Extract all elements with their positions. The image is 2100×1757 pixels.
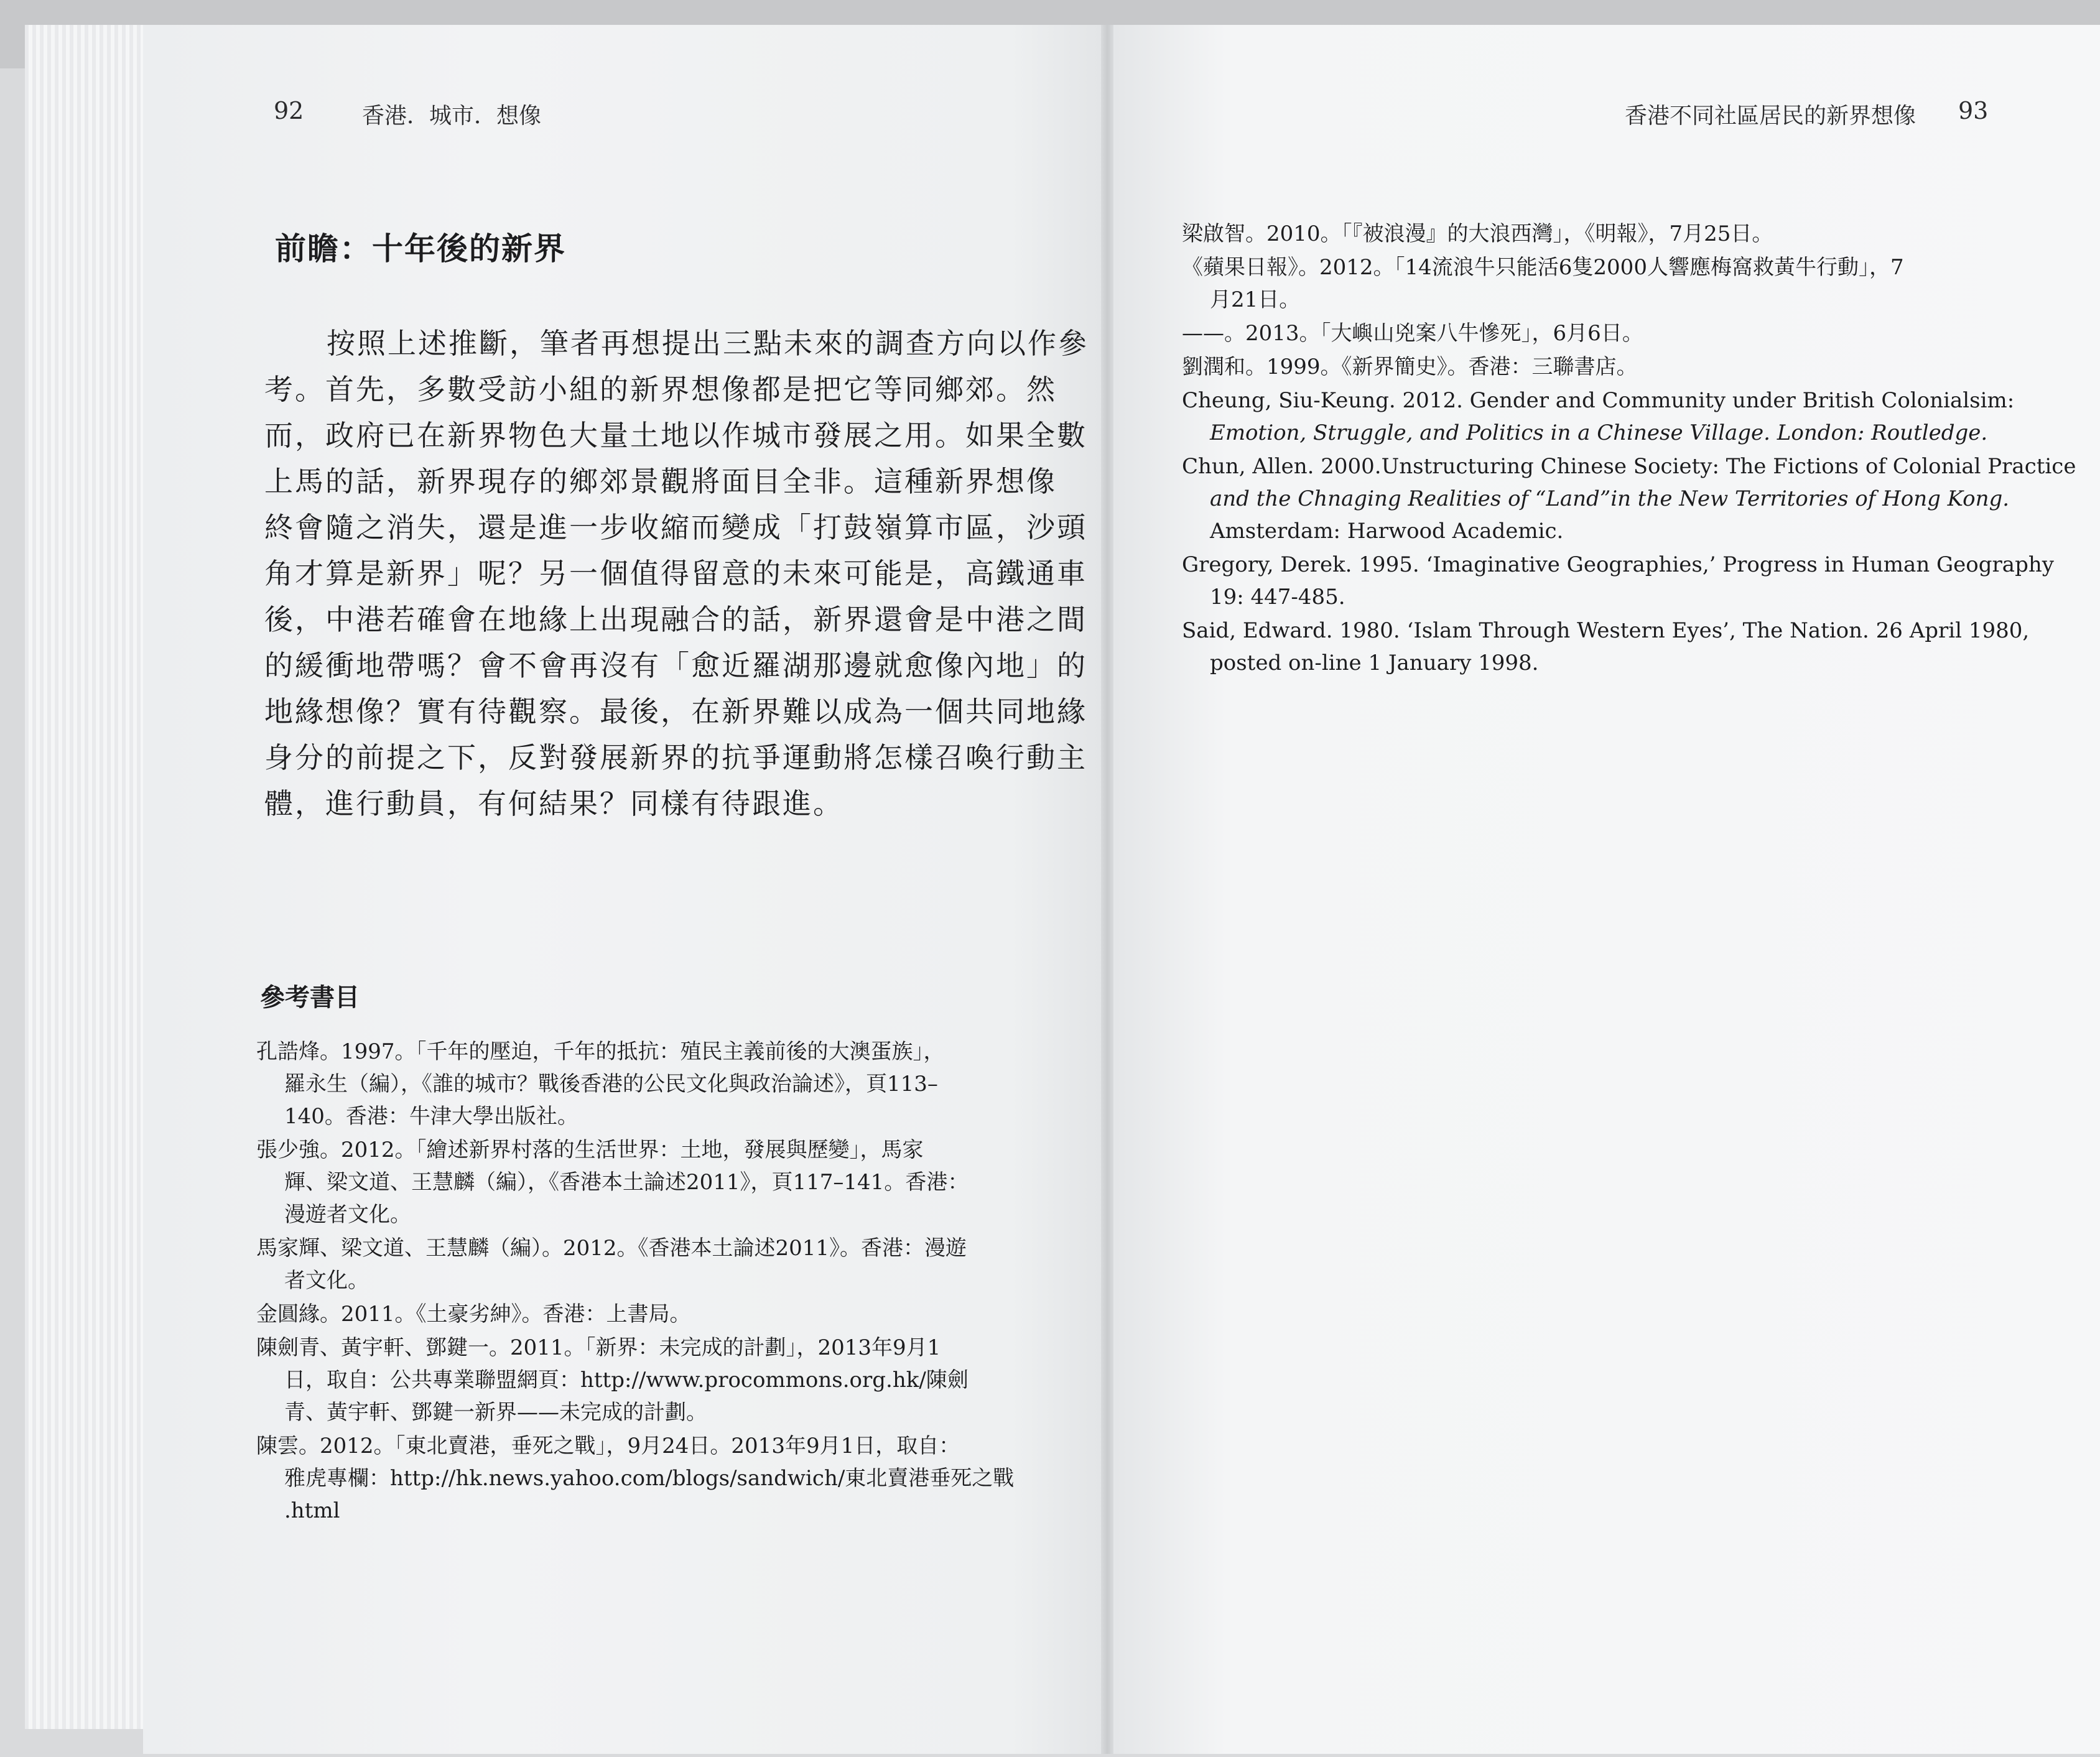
- right-running-head: 香港不同社區居民的新界想像: [1625, 103, 1916, 129]
- reference-entry: [256, 1232, 1065, 1297]
- reference-line: 羅永生（編），《誰的城市？戰後香港的公民文化與政治論述》，頁113–: [284, 1072, 938, 1096]
- reference-line: 金圓緣。2011。《土豪劣紳》。香港：上書局。: [256, 1302, 691, 1327]
- left-references-list: [256, 1036, 1065, 1528]
- reference-entry: [256, 1332, 1065, 1429]
- reference-line: posted on-line 1 January 1998.: [1210, 651, 1539, 675]
- body-line: 終會隨之消失，還是進一步收縮而變成「打鼓嶺算市區，沙頭: [264, 511, 1087, 544]
- body-line: 後，中港若確會在地緣上出現融合的話，新界還會是中港之間: [264, 603, 1087, 636]
- reference-line: Chun, Allen. 2000.Unstructuring Chinese Society: The Fictions of Colonial Practice: [1182, 454, 2076, 479]
- body-paragraph: [264, 320, 1089, 827]
- reference-line: 劉潤和。1999。《新界簡史》。香港：三聯書店。: [1182, 355, 1638, 379]
- left-running-head: 香港．城市．想像: [362, 103, 542, 129]
- body-line: 身分的前提之下，反對發展新界的抗爭運動將怎樣召喚行動主: [264, 741, 1087, 774]
- body-line: 上馬的話，新界現存的鄉郊景觀將面目全非。這種新界想像: [264, 465, 1057, 498]
- reference-entry: [256, 1134, 1065, 1231]
- reference-entry: [256, 1036, 1065, 1133]
- left-page-number: 92: [274, 97, 304, 124]
- references-heading: 參考書目: [260, 983, 360, 1012]
- page-stack-edge: [25, 25, 162, 1729]
- reference-entry: [1182, 614, 2030, 679]
- reference-line: 孔誥烽。1997。「千年的壓迫，千年的抵抗：殖民主義前後的大澳蛋族」，: [256, 1039, 945, 1064]
- reference-entry: [1182, 351, 1991, 383]
- reference-entry: [1182, 218, 1991, 250]
- right-page-number: 93: [1958, 97, 1989, 124]
- reference-line: 馬家輝、梁文道、王慧麟（編）。2012。《香港本土論述2011》。香港：漫遊: [256, 1236, 967, 1261]
- body-line: 按照上述推斷，筆者再想提出三點未來的調查方向以作參: [327, 327, 1089, 360]
- reference-entry: [1182, 317, 1991, 350]
- reference-line: ——。2013。「大嶼山兇案八牛慘死」，6月6日。: [1182, 321, 1643, 346]
- body-line: 的緩衝地帶嗎？會不會再沒有「愈近羅湖那邊就愈像內地」的: [264, 649, 1087, 682]
- reference-line: .html: [284, 1498, 340, 1523]
- reference-entry: [1182, 251, 1991, 316]
- reference-entry: [256, 1430, 1065, 1527]
- reference-line: and the Chnaging Realities of “Land”in the New Territories of Hong Kong.: [1210, 486, 2010, 511]
- reference-line: 青、黃宇軒、鄧鍵一新界——未完成的計劃。: [284, 1400, 707, 1425]
- reference-line: 陳雲。2012。「東北賣港，垂死之戰」，9月24日。2013年9月1日，取自：: [256, 1434, 960, 1458]
- reference-line: 梁啟智。2010。「『被浪漫』的大浪西灣」，《明報》，7月25日。: [1182, 221, 1773, 246]
- reference-line: 張少強。2012。「繪述新界村落的生活世界：土地，發展與歷變」，馬家: [256, 1138, 924, 1162]
- reference-line: Said, Edward. 1980. ‘Islam Through Western Eyes’, The Nation. 26 April 1980,: [1182, 618, 2030, 643]
- reference-line: Emotion, Struggle, and Politics in a Chinese Village. London: Routledge.: [1210, 420, 1988, 445]
- reference-line: 雅虎專欄：http://hk.news.yahoo.com/blogs/sandwich/東北賣港垂死之戰: [284, 1466, 1015, 1491]
- reference-line: Gregory, Derek. 1995. ‘Imaginative Geographies,’ Progress in Human Geography: [1182, 552, 2054, 577]
- body-line: 角才算是新界」呢？另一個值得留意的未來可能是，高鐵通車: [264, 557, 1087, 590]
- body-line: 而，政府已在新界物色大量土地以作城市發展之用。如果全數: [264, 419, 1087, 452]
- right-references-list: [1182, 218, 2076, 680]
- book-gutter: [1101, 25, 1113, 1754]
- section-heading: 前瞻：十年後的新界: [275, 230, 566, 267]
- reference-line: Cheung, Siu-Keung. 2012. Gender and Community under British Colonialsim:: [1182, 388, 2015, 413]
- reference-line: 者文化。: [284, 1268, 369, 1293]
- body-line: 體，進行動員，有何結果？同樣有待跟進。: [264, 787, 843, 820]
- body-line: 考。首先，多數受訪小組的新界想像都是把它等同鄉郊。然: [264, 373, 1057, 406]
- reference-line: 《蘋果日報》。2012。「14流浪牛只能活6隻2000人響應梅窩救黃牛行動」，7: [1182, 255, 1904, 280]
- reference-line: 陳劍青、黃宇軒、鄧鍵一。2011。「新界：未完成的計劃」，2013年9月1: [256, 1335, 941, 1360]
- reference-entry: [256, 1298, 1065, 1330]
- reference-line: 日，取自：公共專業聯盟網頁：http://www.procommons.org.hk/陳劍: [284, 1368, 969, 1393]
- reference-line: 19: 447-485.: [1210, 585, 1345, 610]
- reference-line: Amsterdam: Harwood Academic.: [1210, 519, 1564, 544]
- reference-entry: [1182, 549, 2054, 613]
- reference-entry: [1182, 450, 2076, 547]
- reference-line: 漫遊者文化。: [284, 1202, 411, 1227]
- reference-line: 140。香港：牛津大學出版社。: [284, 1104, 578, 1129]
- body-line: 地緣想像？實有待觀察。最後，在新界難以成為一個共同地緣: [264, 695, 1087, 728]
- reference-entry: [1182, 384, 2015, 449]
- reference-line: 輝、梁文道、王慧麟（編），《香港本土論述2011》，頁117–141。香港：: [284, 1170, 969, 1195]
- reference-line: 月21日。: [1210, 287, 1301, 312]
